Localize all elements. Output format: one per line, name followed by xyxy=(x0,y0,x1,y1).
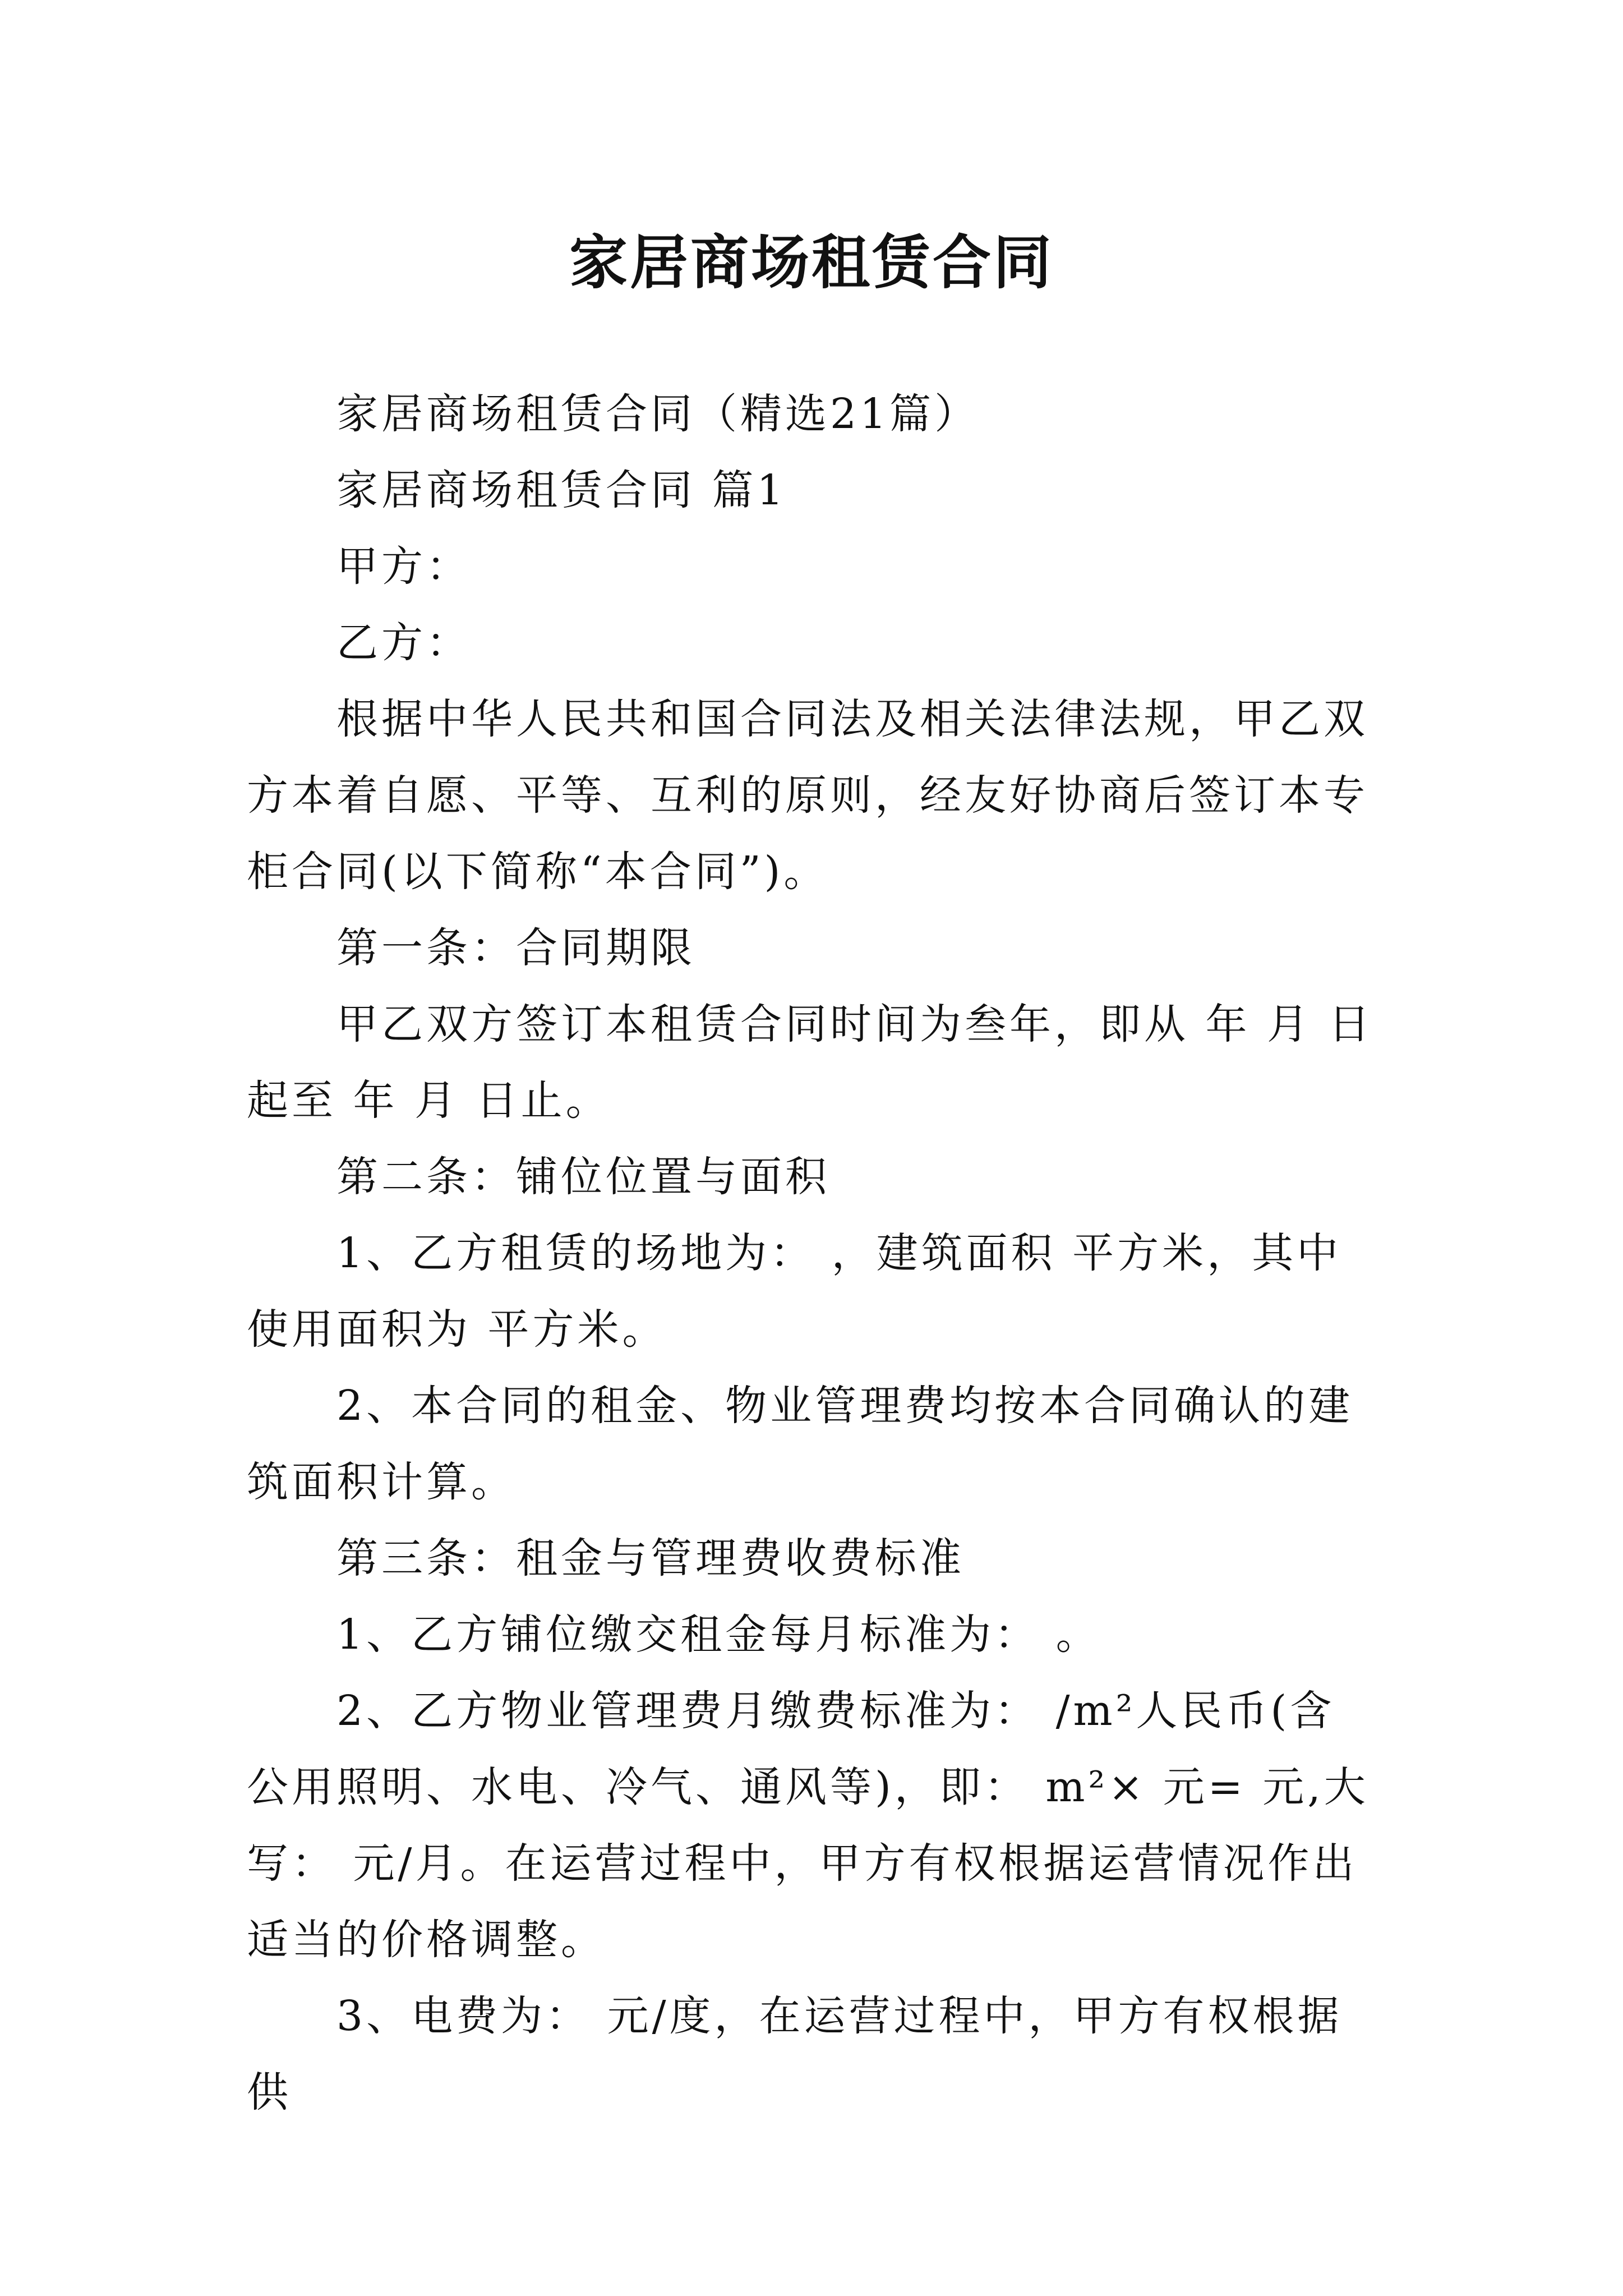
article-3-heading: 第三条：租金与管理费收费标准 xyxy=(336,1534,965,1582)
article-1-text: 甲乙双方签订本租赁合同时间为叁年，即从 年 月 日起至 年 月 日止。 xyxy=(247,1000,1373,1125)
article-3-item-3: 3、电费为： 元/度，在运营过程中，甲方有权根据供 xyxy=(247,1992,1343,2116)
document-body xyxy=(247,376,1380,2131)
article-3-item-1: 1、乙方铺位缴交租金每月标准为： 。 xyxy=(336,1611,1101,1659)
party-b-line: 乙方： xyxy=(336,619,471,667)
preamble-paragraph: 根据中华人民共和国合同法及相关法律法规，甲乙双方本着自愿、平等、互利的原则，经友好协商后签订本专柜合同(以下简称“本合同”)。 xyxy=(247,695,1368,896)
article-2-item-2: 2、本合同的租金、物业管理费均按本合同确认的建筑面积计算。 xyxy=(247,1382,1354,1506)
article-2-item-1: 1、乙方租赁的场地为： ，建筑面积 平方米，其中使用面积为 平方米。 xyxy=(247,1229,1342,1354)
document-title: 家居商场租赁合同 xyxy=(569,227,1054,297)
article-3-item-2: 2、乙方物业管理费月缴费标准为： /m²人民币(含公用照明、水电、冷气、通风等)，即： m²× 元= 元,大写： 元/月。在运营过程中，甲方有权根据运营情况作出适当的价格调整。 xyxy=(247,1687,1369,1964)
article-2-heading: 第二条：铺位位置与面积 xyxy=(336,1153,830,1201)
party-a-line: 甲方： xyxy=(336,542,471,591)
subtitle-paragraph: 家居商场租赁合同（精选21篇） xyxy=(336,390,980,438)
section-heading: 家居商场租赁合同 篇1 xyxy=(336,466,787,514)
article-1-heading: 第一条：合同期限 xyxy=(336,924,695,972)
